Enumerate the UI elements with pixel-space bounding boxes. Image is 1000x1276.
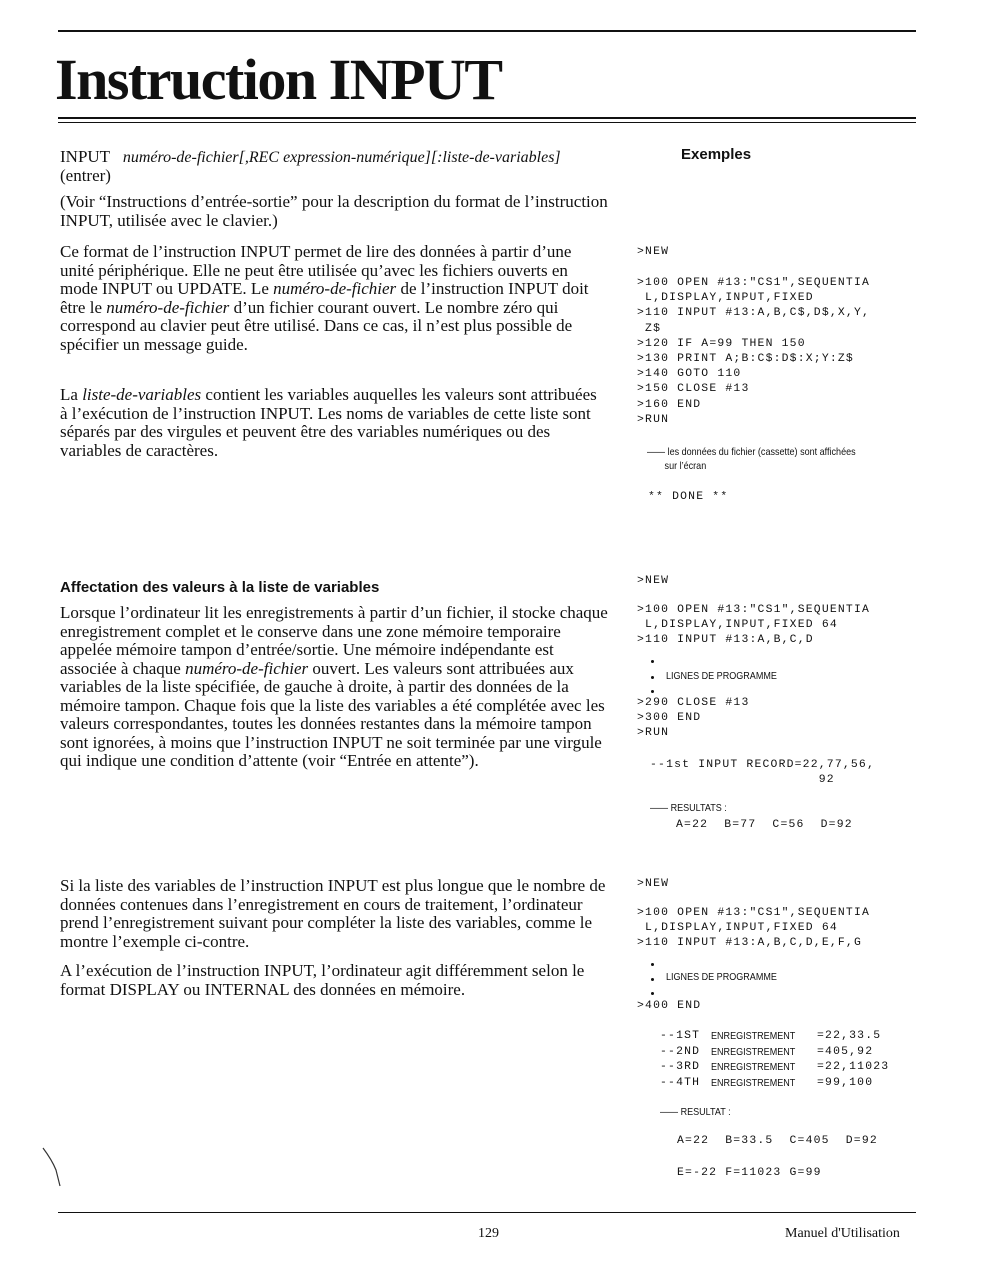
example3-end: >400 END: [637, 1000, 702, 1012]
syntax-enter: (entrer): [60, 166, 111, 185]
title-rule-1: [58, 117, 916, 119]
example1-done: ** DONE **: [648, 491, 729, 503]
example3-new: >NEW: [637, 878, 670, 890]
example2-program: >100 OPEN #13:"CS1",SEQUENTIA L,DISPLAY,INPUT,FIXED 64 >110 INPUT #13:A,B,C,D: [637, 604, 871, 647]
ellipsis-dot: [651, 992, 654, 995]
paragraph-variable-em: liste-de-variables: [82, 385, 202, 404]
record-label: ENREGISTREMENT: [711, 1045, 796, 1058]
top-rule: [58, 30, 916, 32]
example2-results-label: —— RESULTATS :: [650, 802, 727, 814]
record-value: =405,92: [817, 1045, 874, 1058]
syntax-keyword: INPUT: [60, 147, 111, 166]
stray-pen-mark: [38, 1140, 68, 1190]
example2-end: >290 CLOSE #13 >300 END >RUN: [637, 697, 750, 740]
example2-record: --1st INPUT RECORD=22,77,56, 92: [650, 759, 875, 787]
paragraph-variable-text: contient les variables auquelles les valeurs sont attribuées à l’exécution de l’instruction INPUT. Les noms de variables de cette liste sont séparés par des virgules et peuvent être des variables numériques ou des variables de caractères.: [60, 385, 597, 460]
footer-rule: [58, 1212, 916, 1213]
page-title: Instruction INPUT: [55, 47, 502, 112]
example2-results: A=22 B=77 C=56 D=92: [676, 819, 853, 831]
record-label: ENREGISTREMENT: [711, 1061, 796, 1073]
page-number: 129: [478, 1226, 499, 1241]
ellipsis-dot: [651, 690, 654, 693]
example2-note: LIGNES DE PROGRAMME: [666, 670, 777, 682]
paragraph-format: [60, 243, 608, 354]
example1-new: >NEW: [637, 246, 670, 258]
record-number: --2ND: [660, 1045, 701, 1058]
paragraph-assignment: [60, 604, 612, 771]
example3-program: >100 OPEN #13:"CS1",SEQUENTIA L,DISPLAY,INPUT,FIXED 64 >110 INPUT #13:A,B,C,D,E,F,G: [637, 907, 871, 950]
examples-heading: Exemples: [681, 146, 752, 163]
example1-program: >100 OPEN #13:"CS1",SEQUENTIA L,DISPLAY,INPUT,FIXED >110 INPUT #13:A,B,C$,D$,X,Y, Z$ >120 IF A=99 THEN 150 >130 PRINT A;B:C$:D$:X;Y:Z$ >140 GOTO 110 >150 CLOSE #13 >160 END >RUN: [637, 277, 871, 426]
paragraph-format-text: Ce format de l’instruction INPUT permet de lire des données à partir d’une unité périphérique. Elle ne peut être utilisée qu’avec les fichiers ouverts en mode INPUT ou UPDATE. Le: [60, 242, 572, 298]
paragraph-variable-text: La: [60, 385, 83, 404]
syntax-line: [60, 148, 660, 168]
ellipsis-dot: [651, 676, 654, 679]
record-number: --1ST: [660, 1030, 701, 1042]
paragraph-format-text: d’un fichier courant ouvert. Le nombre zéro qui correspond au clavier peut être utilisé. Dans ce cas, il n’est plus possible de spécifier un message guide.: [60, 297, 573, 354]
section-heading: Affectation des valeurs à la liste de variables: [60, 579, 380, 596]
paragraph-format-text: de l’instruction INPUT doit être le: [60, 279, 589, 317]
record-label: ENREGISTREMENT: [711, 1030, 796, 1042]
footer-title: Manuel d'Utilisation: [785, 1226, 900, 1241]
example2-new: >NEW: [637, 575, 670, 587]
paragraph-assignment-em: numéro-de-fichier: [185, 658, 309, 678]
record-number: --4TH: [660, 1076, 701, 1089]
example3-result-line1: A=22 B=33.5 C=405 D=92: [677, 1135, 878, 1147]
syntax-args: numéro-de-fichier[,REC expression-numérique][:liste-de-variables]: [122, 149, 561, 166]
paragraph-format-em: numéro-de-fichier: [106, 297, 230, 317]
example3-result-label: —— RESULTAT :: [660, 1106, 731, 1118]
paragraph-variable-list: [60, 386, 608, 460]
record-label: ENREGISTREMENT: [711, 1076, 796, 1089]
paragraph-assignment-text: ouvert. Les valeurs sont attribuées aux variables de la liste spécifiée, de gauche à droite, à partir des données de la mémoire tampon. Chaque fois que la liste des variables a été complétée avec les valeurs correspondantes, toutes les données restantes dans la mémoire tampon sont ignorées, à moins que l’instruction INPUT ne soit terminée par une virgule qui indique une condition d’attente (voir “Entrée en attente”).: [60, 658, 605, 770]
paragraph-assignment-text: Lorsque l’ordinateur lit les enregistrements à partir d’un fichier, il stocke chaque enregistrement complet et le conserve dans une zone mémoire temporaire appelée mémoire tampon d’entrée/sortie. Une mémoire indépendante est associée à chaque: [60, 603, 608, 678]
record-number: --3RD: [660, 1061, 701, 1073]
record-value: =99,100: [817, 1076, 874, 1089]
ellipsis-dot: [651, 963, 654, 966]
example3-note: LIGNES DE PROGRAMME: [666, 971, 777, 983]
paragraph-longer-list: Si la liste des variables de l’instruction INPUT est plus longue que le nombre de données contenues dans l’enregistrement en cours de traitement, l’ordinateur prend l’enregistrement suivant pour compléter la liste des variables, comme le montre l’exemple ci-contre.: [60, 876, 606, 951]
title-rule-2: [58, 122, 916, 123]
example3-result-line2: E=-22 F=11023 G=99: [677, 1167, 822, 1179]
record-value: =22,33.5: [817, 1030, 882, 1042]
ellipsis-dot: [651, 660, 654, 663]
paragraph-display-internal: A l’exécution de l’instruction INPUT, l’ordinateur agit différemment selon le format DISPLAY ou INTERNAL des données en mémoire.: [60, 961, 585, 999]
ellipsis-dot: [651, 978, 654, 981]
paragraph-keyboard-note: (Voir “Instructions d’entrée-sortie” pour la description du format de l’instruction INPUT, utilisée avec le clavier.): [60, 192, 608, 230]
paragraph-format-em: numéro-de-fichier: [273, 279, 397, 298]
record-value: =22,11023: [817, 1061, 890, 1073]
example1-note: —— les données du fichier (cassette) sont affichées sur l’écran: [647, 446, 856, 472]
